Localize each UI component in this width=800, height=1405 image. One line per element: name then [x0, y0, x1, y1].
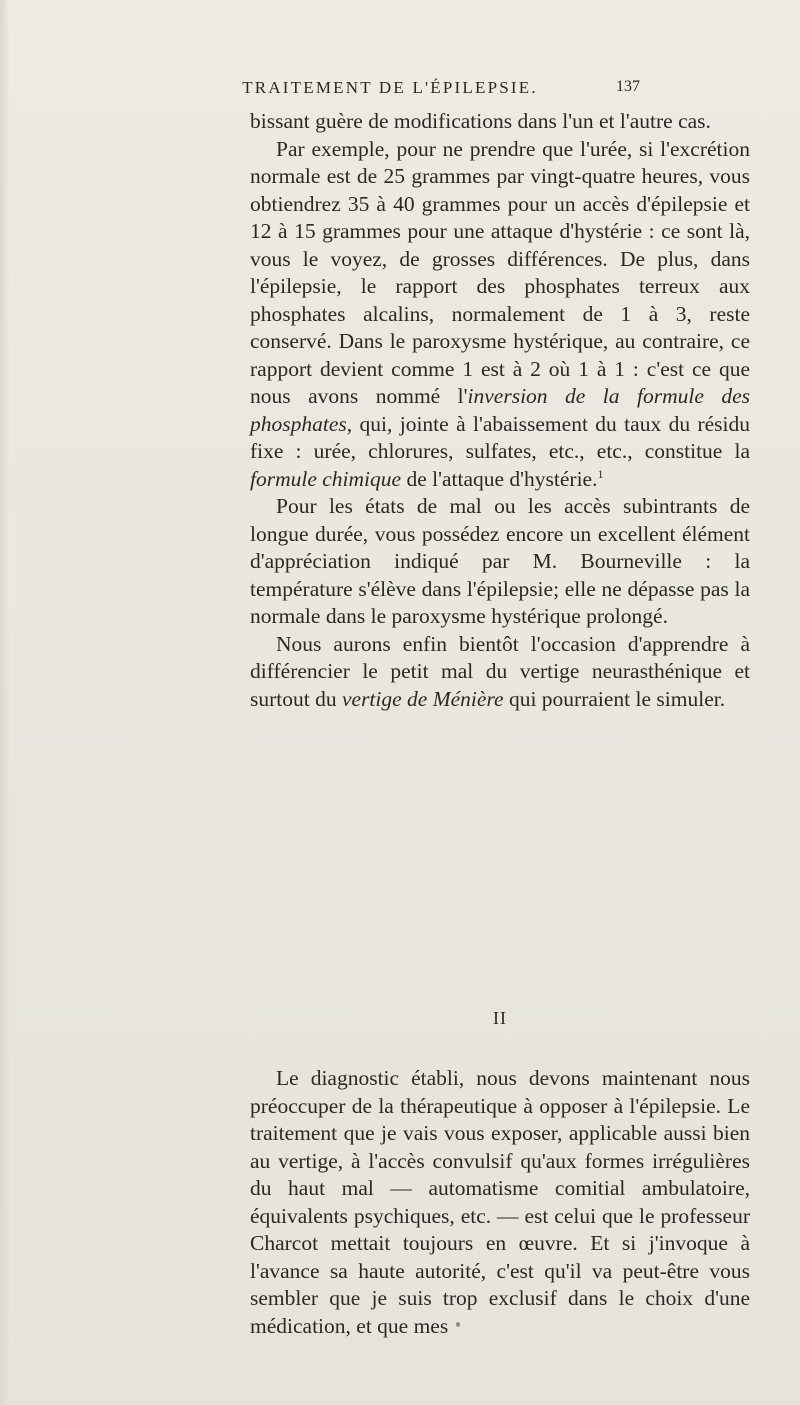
text-run: Par exemple, pour ne prendre que l'urée, si l'excrétion normale est de 25 grammes par vingt-quatre heures, vous obtiendrez 35 à 40 grammes pour un accès d'épilepsie et 12 à 15 grammes pour une attaque d'hystérie : ce sont là, vous le voyez, de grosses différences. De plus, dans l'épilepsie, le rapport des phosphates terreux aux phosphates alcalins, normalement de 1 à 3, reste conservé. Dans le paroxysme hystérique, au contraire, ce rapport devient comme 1 est à 2 où 1 à 1 : c'est ce que nous avons nommé l'	[250, 136, 750, 408]
text-run: qui pourraient le simuler.	[503, 686, 726, 711]
paragraph	[250, 493, 750, 631]
paragraph	[250, 136, 750, 494]
italic-text: inversion de la formule des phosphates	[250, 384, 750, 436]
section-heading: II	[493, 1008, 507, 1028]
text-block-after-section	[250, 1065, 750, 1340]
page-number: 137	[616, 78, 640, 95]
running-head	[0, 78, 800, 108]
running-title: TRAITEMENT DE L'ÉPILEPSIE.	[242, 78, 538, 97]
text-run: Pour les états de mal ou les accès subintrants de longue durée, vous possédez encore un excellent élément d'appréciation indiqué par M. Bourneville : la température s'élève dans l'épilepsie; elle ne dépasse pas la normale dans le paroxysme hystérique prolongé.	[250, 494, 750, 628]
italic-text: formule chimique	[250, 466, 402, 491]
paragraph	[250, 1065, 750, 1340]
footnote-marker: 1	[597, 466, 604, 481]
text-block-before-section	[250, 108, 750, 713]
italic-text: vertige de Ménière	[341, 686, 504, 711]
paper-blemish	[456, 1322, 460, 1327]
paragraph	[250, 631, 750, 714]
text-run: de l'attaque d'hystérie.	[401, 466, 598, 491]
text-run: Le diagnostic établi, nous devons maintenant nous préoccuper de la thérapeutique à opposer à l'épilepsie. Le traitement que je vais vous exposer, applicable aussi bien au vertige, à l'accès convulsif qu'aux formes irrégulières du haut mal — automatisme comitial ambulatoire, équivalents psychiques, etc. — est celui que le professeur Charcot mettait toujours en œuvre. Et si j'invoque à l'avance sa haute autorité, c'est qu'il va peut-être vous sembler que je suis trop exclusif dans le choix d'une médication, et que mes	[250, 1066, 750, 1338]
page-gutter-shadow	[0, 0, 10, 1405]
paragraph	[250, 108, 750, 136]
text-run: , qui, jointe à l'abaissement du taux du résidu fixe : urée, chlorures, sulfates, etc., etc., constitue la	[250, 411, 750, 463]
text-run: bissant guère de modifications dans l'un et l'autre cas.	[250, 109, 711, 133]
text-run: Nous aurons enfin bientôt l'occasion d'apprendre à différencier le petit mal du vertige neurasthénique et surtout du	[250, 631, 750, 711]
